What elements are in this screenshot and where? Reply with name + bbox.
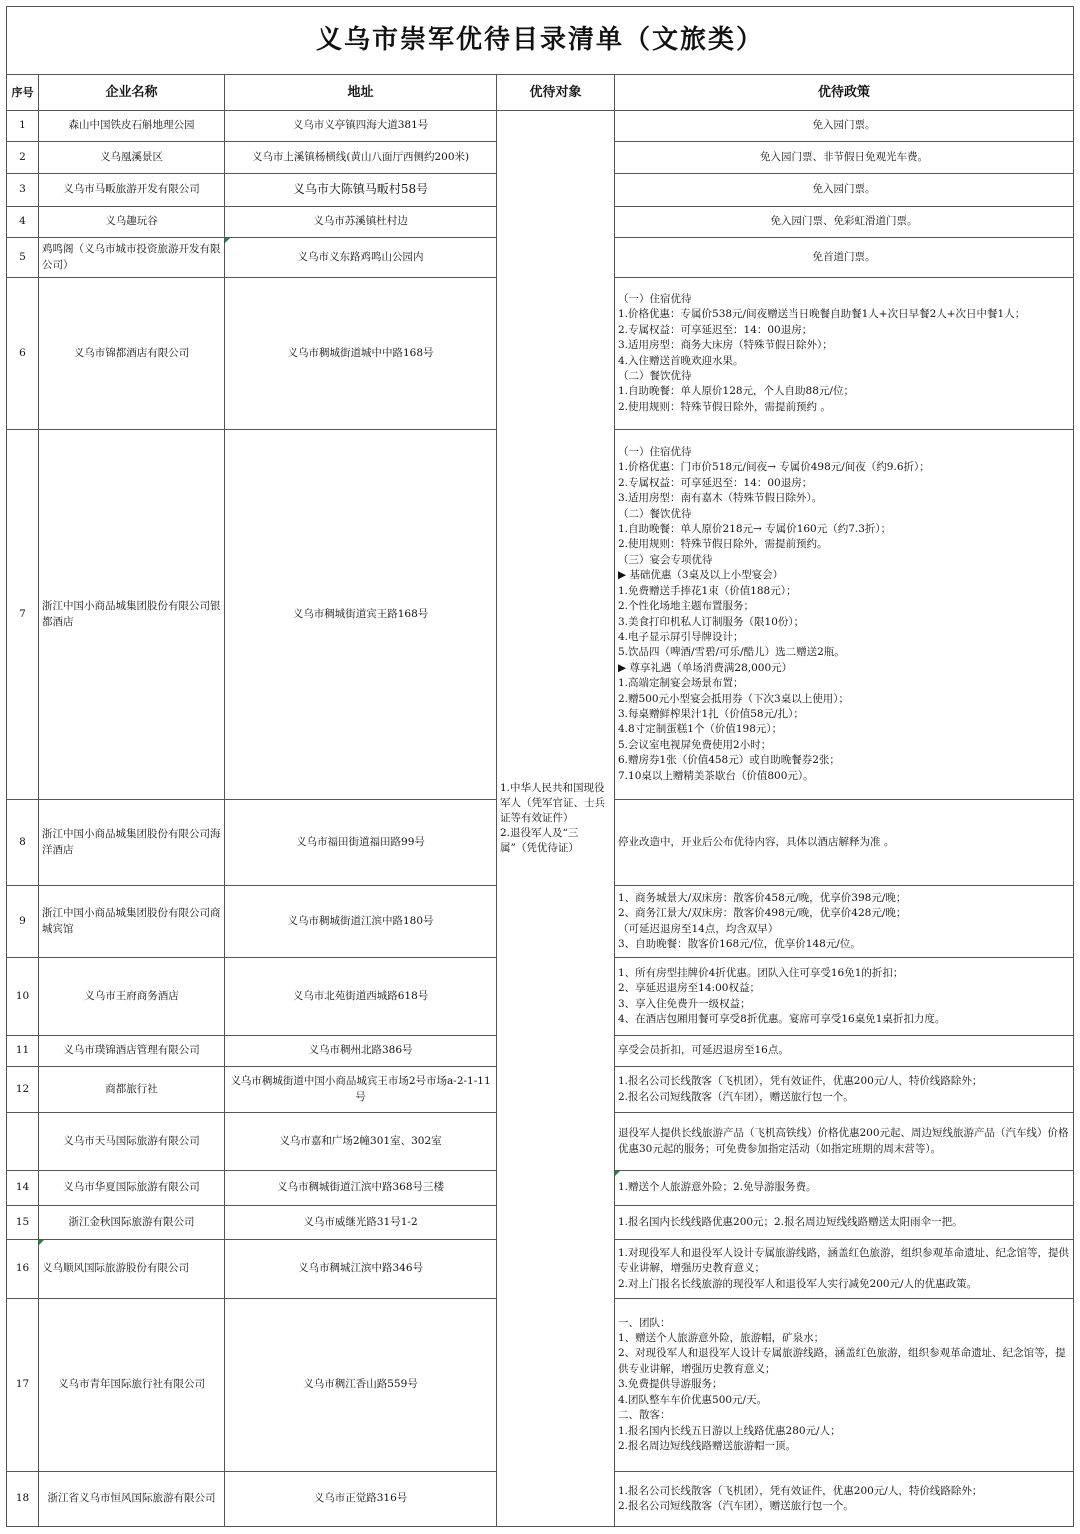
row-address: 义乌市稠城江滨中路346号 [225,1240,497,1299]
row-company: 浙江金秋国际旅游有限公司 [39,1206,225,1240]
row-company: 浙江省义乌市恒风国际旅游有限公司 [39,1472,225,1527]
row-no: 9 [7,886,39,958]
row-no: 12 [7,1067,39,1113]
row-address: 义乌市威继光路31号1-2 [225,1206,497,1240]
row-company: 义乌市天马国际旅游有限公司 [39,1113,225,1171]
row-no: 1 [7,111,39,142]
row-no: 11 [7,1036,39,1067]
row-address: 义乌市正觉路316号 [225,1472,497,1527]
row-policy: 免入园门票、非节假日免观光车费。 [615,142,1074,174]
row-address: 义乌市嘉和广场2幢301室、302室 [225,1113,497,1171]
row-no [7,1113,39,1171]
row-no: 2 [7,142,39,174]
row-no: 17 [7,1299,39,1472]
table-row [7,111,1074,142]
row-policy: 停业改造中，开业后公布优待内容，具体以酒店解释为准 。 [615,800,1074,886]
row-no: 6 [7,278,39,430]
row-address: 义乌市福田街道福田路99号 [225,800,497,886]
header-target: 优待对象 [497,75,615,111]
row-company: 森山中国铁皮石斛地理公园 [39,111,225,142]
row-no: 5 [7,238,39,278]
row-policy: 免入园门票。 [615,174,1074,207]
row-company: 商都旅行社 [39,1067,225,1113]
row-address: 义乌市稠城街道城中中路168号 [225,278,497,430]
row-no: 18 [7,1472,39,1527]
row-no: 15 [7,1206,39,1240]
row-address: 义乌市大陈镇马畈村58号 [225,174,497,207]
row-policy: 退役军人提供长线旅游产品（飞机高铁线）价格优惠200元起、周边短线旅游产品（汽车线）价格优惠30元起的服务；可免费参加指定活动（如指定班期的周末营等）。 [615,1113,1074,1171]
row-address: 义乌市义东路鸡鸣山公园内 [225,238,497,278]
row-address: 义乌市稠城街道宾王路168号 [225,430,497,800]
row-company: 浙江中国小商品城集团股份有限公司海洋酒店 [39,800,225,886]
row-policy: （一）住宿优待 1.价格优惠：门市价518元/间夜→ 专属价498元/间夜（约9.6折）； 2.专属权益：可享延迟至：14：00退房； 3.适用房型：南有嘉木（特殊节假日除外）。 （二）餐饮优待 1.自助晚餐：单人原价218元→ 专属价160元（约7.3折）； 2.使用规则：特殊节假日除外，需提前预约。 （三）宴会专项优待 ▶ 基础优惠（3桌及以上小型宴会） 1.免费赠送手捧花1束（价值188元）； 2.个性化场地主题布置服务； 3.美食打印机私人订制服务（限10份）； 4.电子显示屏引导牌设计； 5.饮品四（啤酒/雪碧/可乐/酷儿）选二赠送2瓶。 ▶ 尊享礼遇（单场消费满28,000元） 1.高端定制宴会场景布置； 2.赠500元小型宴会抵用券（下次3桌以上使用）； 3.每桌赠鲜榨果汁1扎（价值58元/扎）； 4.8寸定制蛋糕1个（价值198元）； 5.会议室电视屏免费使用2小时； 6.赠房券1张（价值458元）或自助晚餐券2张； 7.10桌以上赠精美茶歇台（价值800元）。 [615,430,1074,800]
row-company: 义乌市青年国际旅行社有限公司 [39,1299,225,1472]
header-no: 序号 [7,75,39,111]
row-policy: 免入园门票、免彩虹滑道门票。 [615,207,1074,238]
row-policy: 1.对现役军人和退役军人设计专属旅游线路，涵盖红色旅游，组织参观革命遗址、纪念馆等，提供专业讲解，增强历史教育意义； 2.对上门报名长线旅游的现役军人和退役军人实行减免200元/人的优惠政策。 [615,1240,1074,1299]
catalog-sheet [6,6,1073,1528]
row-policy: 1.报名国内长线线路优惠200元；2.报名周边短线线路赠送太阳雨伞一把。 [615,1206,1074,1240]
row-no: 7 [7,430,39,800]
row-company: 义乌市华夏国际旅游有限公司 [39,1171,225,1206]
row-policy: 免入园门票。 [615,111,1074,142]
row-company: 浙江中国小商品城集团股份有限公司商城宾馆 [39,886,225,958]
row-address: 义乌市苏溪镇杜村边 [225,207,497,238]
row-policy: 享受会员折扣，可延迟退房至16点。 [615,1036,1074,1067]
row-company: 义乌市锦都酒店有限公司 [39,278,225,430]
row-policy: （一）住宿优待 1.价格优惠：专属价538元/间夜赠送当日晚餐自助餐1人+次日早餐2人+次日中餐1人； 2.专属权益：可享延迟至：14：00退房； 3.适用房型：商务大床房（特殊节假日除外）； 4.入住赠送首晚欢迎水果。 （二）餐饮优待 1.自助晚餐：单人原价128元，个人自助88元/位； 2.使用规则：特殊节假日除外，需提前预约 。 [615,278,1074,430]
row-policy: 1.赠送个人旅游意外险；2.免导游服务费。 [615,1171,1074,1206]
row-company: 鸡鸣阁（义乌市城市投资旅游开发有限公司） [39,238,225,278]
row-no: 16 [7,1240,39,1299]
page-title: 义乌市崇军优待目录清单（文旅类） [7,7,1074,75]
row-policy: 1、商务城景大/双床房：散客价458元/晚，优享价398元/晚； 2、商务江景大/双床房：散客价498元/晚，优享价428元/晚； （可延迟退房至14点，均含双早） 3、自助晚餐：散客价168元/位，优享价148元/位。 [615,886,1074,958]
row-company: 义乌顺风国际旅游股份有限公司 [39,1240,225,1299]
row-policy: 一、团队： 1、赠送个人旅游意外险，旅游帽，矿泉水； 2、对现役军人和退役军人设计专属旅游线路，涵盖红色旅游，组织参观革命遗址、纪念馆等，提供专业讲解，增强历史教育意义； 3.免费提供导游服务； 4.团队整车车价优惠500元/天。 二、散客： 1.报名国内长线五日游以上线路优惠280元/人； 2.报名周边短线线路赠送旅游帽一顶。 [615,1299,1074,1472]
catalog-table [6,6,1074,1527]
row-company: 浙江中国小商品城集团股份有限公司银都酒店 [39,430,225,800]
row-no: 8 [7,800,39,886]
row-company: 义乌凰溪景区 [39,142,225,174]
row-no: 14 [7,1171,39,1206]
row-address: 义乌市稠城街道中国小商品城宾王市场2号市场a-2-1-11号 [225,1067,497,1113]
row-company: 义乌市王府商务酒店 [39,958,225,1036]
row-company: 义乌市马畈旅游开发有限公司 [39,174,225,207]
row-policy: 1.报名公司长线散客（飞机团），凭有效证件，优惠200元/人，特价线路除外； 2.报名公司短线散客（汽车团），赠送旅行包一个。 [615,1067,1074,1113]
row-no: 10 [7,958,39,1036]
header-row [7,75,1074,111]
header-address: 地址 [225,75,497,111]
row-policy: 免首道门票。 [615,238,1074,278]
row-no: 3 [7,174,39,207]
row-policy: 1、所有房型挂牌价4折优惠。团队入住可享受16免1的折扣； 2、享延迟退房至14:00权益； 3、享入住免费升一级权益； 4、在酒店包厢用餐可享受8折优惠。宴席可享受16桌免1桌折扣力度。 [615,958,1074,1036]
row-address: 义乌市稠城街道江滨中路368号三楼 [225,1171,497,1206]
row-address: 义乌市义亭镇四海大道381号 [225,111,497,142]
row-company: 义乌市璞锦酒店管理有限公司 [39,1036,225,1067]
row-address: 义乌市稠江香山路559号 [225,1299,497,1472]
row-address: 义乌市稠州北路386号 [225,1036,497,1067]
row-address: 义乌市稠城街道江滨中路180号 [225,886,497,958]
row-policy: 1.报名公司长线散客（飞机团），凭有效证件，优惠200元/人，特价线路除外； 2.报名公司短线散客（汽车团），赠送旅行包一个。 [615,1472,1074,1527]
header-policy: 优待政策 [615,75,1074,111]
row-address: 义乌市北苑街道西城路618号 [225,958,497,1036]
header-company: 企业名称 [39,75,225,111]
row-address: 义乌市上溪镇杨横线(黄山八面厅西侧约200米) [225,142,497,174]
target-cell: 1.中华人民共和国现役军人（凭军官证、士兵证等有效证件） 2.退役军人及“三属”（凭优待证） [497,111,615,1527]
row-no: 4 [7,207,39,238]
row-company: 义乌趣玩谷 [39,207,225,238]
